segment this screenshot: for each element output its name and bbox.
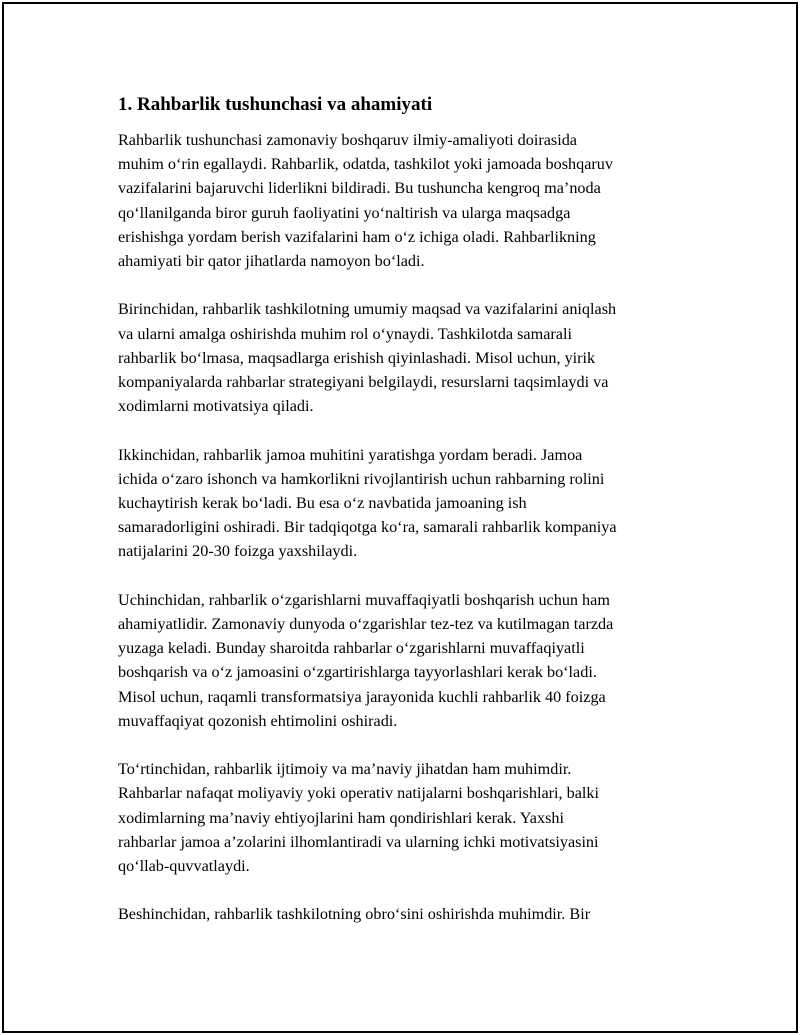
text-line: boshqarish va o‘z jamoasini o‘zgartirishlarga tayyorlashlari kerak bo‘ladi. — [118, 663, 597, 682]
text-line: xodimlarning ma’naviy ehtiyojlarini ham qondirishlari kerak. Yaxshi — [118, 808, 564, 827]
text-line: qo‘llanilganda biror guruh faoliyatini yo‘naltirish va ularga maqsadga — [118, 203, 571, 222]
paragraph-fifth — [118, 902, 688, 926]
text-line: Misol uchun, raqamli transformatsiya jarayonida kuchli rahbarlik 40 foizga — [118, 687, 606, 706]
text-line: Ikkinchidan, rahbarlik jamoa muhitini yaratishga yordam beradi. Jamoa — [118, 445, 583, 464]
text-line: kuchaytirish kerak bo‘ladi. Bu esa o‘z navbatida jamoaning ish — [118, 494, 527, 513]
paragraph-first — [118, 297, 688, 418]
text-line: Uchinchidan, rahbarlik o‘zgarishlarni muvaffaqiyatli boshqarish uchun ham — [118, 590, 610, 609]
text-line: To‘rtinchidan, rahbarlik ijtimoiy va ma’naviy jihatdan ham muhimdir. — [118, 760, 572, 779]
text-line: ichida o‘zaro ishonch va hamkorlikni rivojlantirish uchun rahbarning rolini — [118, 469, 605, 488]
text-line: va ularni amalga oshirishda muhim rol o‘ynaydi. Tashkilotda samarali — [118, 324, 572, 343]
text-line: vazifalarini bajaruvchi liderlikni bildiradi. Bu tushuncha kengroq ma’noda — [118, 179, 601, 198]
text-line: kompaniyalarda rahbarlar strategiyani belgilaydi, resurslarni taqsimlaydi va — [118, 373, 609, 392]
text-line: samaradorligini oshiradi. Bir tadqiqotga ko‘ra, samarali rahbarlik kompaniya — [118, 518, 617, 537]
text-line: yuzaga keladi. Bunday sharoitda rahbarlar o‘zgarishlarni muvaffaqiyatli — [118, 639, 585, 658]
text-line: Birinchidan, rahbarlik tashkilotning umumiy maqsad va vazifalarini aniqlash — [118, 300, 617, 319]
section-heading: 1. Rahbarlik tushunchasi va ahamiyati — [118, 94, 433, 115]
text-line: ahamiyatlidir. Zamonaviy dunyoda o‘zgarishlar tez-tez va kutilmagan tarzda — [118, 615, 614, 634]
text-line: Rahbarlar nafaqat moliyaviy yoki operativ natijalarni boshqarishlari, balki — [118, 784, 599, 803]
text-line: muhim o‘rin egallaydi. Rahbarlik, odatda, tashkilot yoki jamoada boshqaruv — [118, 155, 613, 174]
document-body — [118, 92, 688, 951]
paragraph-intro — [118, 128, 688, 273]
text-line: rahbarlar jamoa a’zolarini ilhomlantiradi va ularning ichki motivatsiyasini — [118, 832, 599, 851]
text-line: natijalarini 20-30 foizga yaxshilaydi. — [118, 542, 358, 561]
text-line: Rahbarlik tushunchasi zamonaviy boshqaruv ilmiy-amaliyoti doirasida — [118, 131, 577, 149]
text-line: erishishga yordam berish vazifalarini ham o‘z ichiga oladi. Rahbarlikning — [118, 227, 596, 246]
paragraph-second — [118, 443, 688, 564]
paragraph-fourth — [118, 757, 688, 878]
text-line: rahbarlik bo‘lmasa, maqsadlarga erishish qiyinlashadi. Misol uchun, yirik — [118, 348, 596, 367]
text-line: ahamiyati bir qator jihatlarda namoyon bo‘ladi. — [118, 252, 425, 271]
paragraph-third — [118, 588, 688, 733]
text-line: Beshinchidan, rahbarlik tashkilotning obro‘sini oshirishda muhimdir. Bir — [118, 905, 591, 924]
text-line: xodimlarni motivatsiya qiladi. — [118, 397, 314, 416]
text-line: muvaffaqiyat qozonish ehtimolini oshiradi. — [118, 711, 398, 730]
text-line: qo‘llab-quvvatlaydi. — [118, 857, 250, 876]
